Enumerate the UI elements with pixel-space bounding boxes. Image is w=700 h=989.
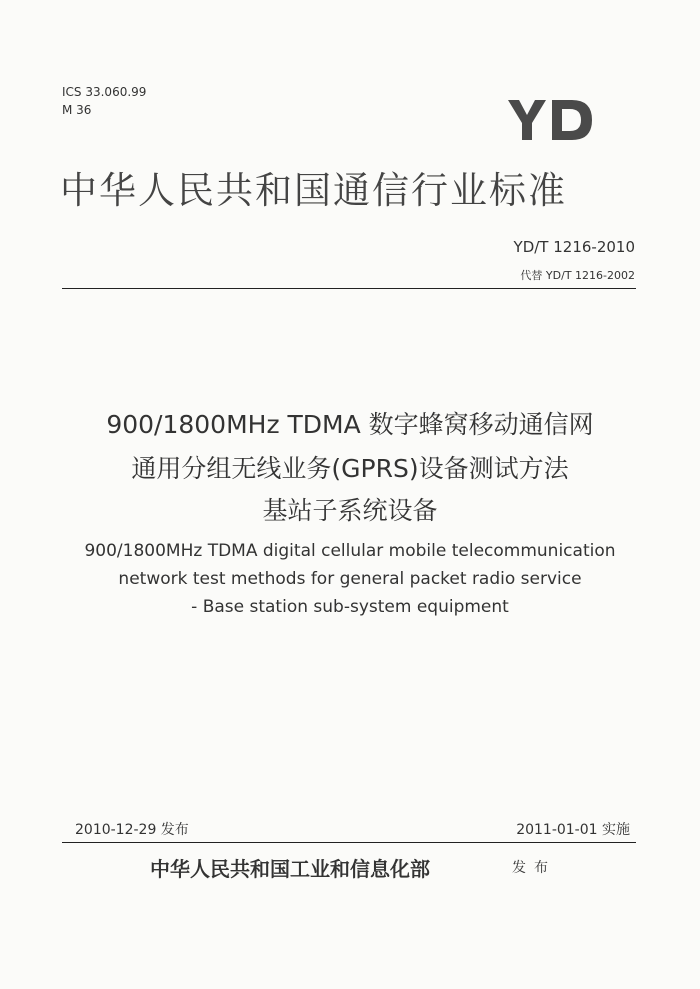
org-title: 中华人民共和国通信行业标准 [60, 169, 567, 212]
yd-logo [508, 96, 594, 144]
publisher-name: 中华人民共和国工业和信息化部 [150, 857, 430, 881]
yd-logo-icon [508, 96, 594, 144]
classification-codes [62, 83, 146, 119]
issued-date: 2010-12-29 发布 [75, 822, 189, 838]
top-divider [62, 288, 636, 289]
title-cn-line1: 900/1800MHz TDMA 数字蜂窝移动通信网 [106, 410, 594, 439]
category-code: M 36 [62, 103, 92, 117]
title-cn-line3: 基站子系统设备 [262, 496, 438, 525]
bottom-divider [62, 842, 636, 843]
title-cn-line2: 通用分组无线业务(GPRS)设备测试方法 [131, 454, 569, 483]
replaces-standard: 代替 YD/T 1216-2002 [520, 269, 635, 282]
title-en-line2: network test methods for general packet radio service [118, 569, 582, 589]
issue-label: 发布 [512, 860, 556, 876]
ics-code: ICS 33.060.99 [62, 85, 147, 99]
standard-number: YD/T 1216-2010 [513, 238, 635, 256]
title-en-line3: - Base station sub-system equipment [191, 597, 509, 617]
title-en-line1: 900/1800MHz TDMA digital cellular mobile telecommunication [84, 541, 616, 561]
effective-date: 2011-01-01 实施 [516, 822, 630, 838]
